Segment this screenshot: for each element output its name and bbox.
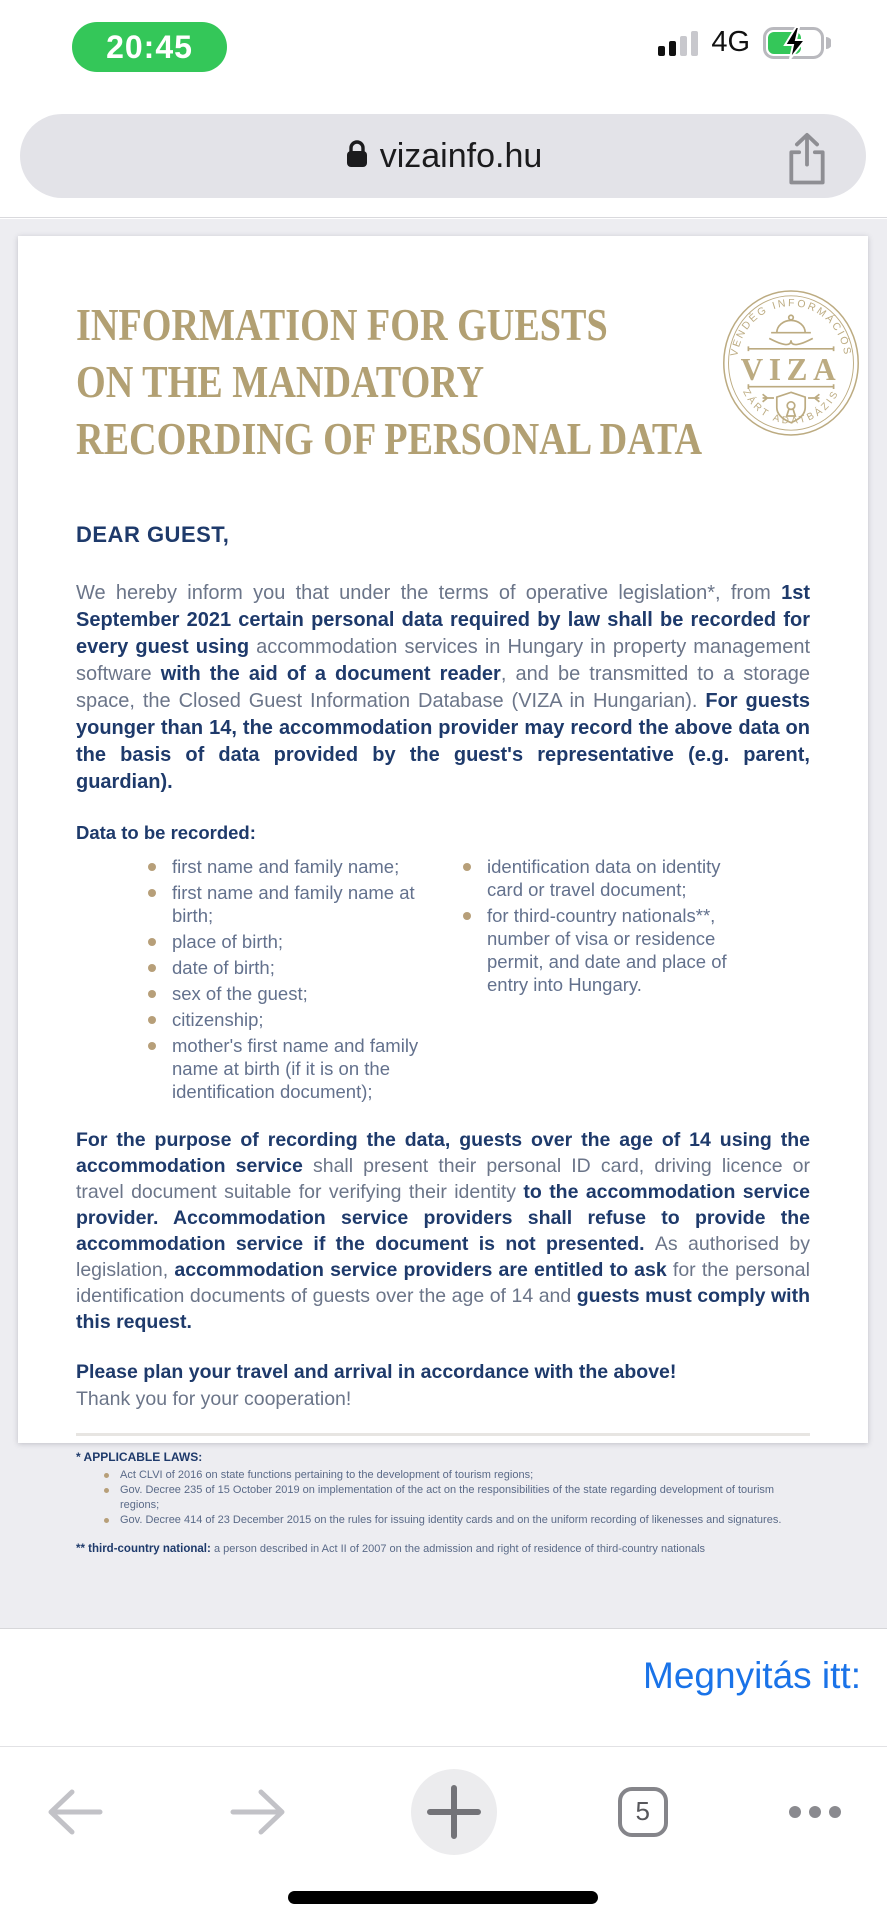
status-icons bbox=[658, 26, 831, 59]
bullet-list-right bbox=[455, 852, 755, 1103]
tab-count-badge: 5 bbox=[635, 1796, 650, 1826]
browser-chrome-top bbox=[0, 90, 887, 218]
url-domain: vizainfo.hu bbox=[379, 136, 543, 175]
signal-icon bbox=[658, 30, 698, 56]
text-run: accommodation services in Hungary in property management software bbox=[76, 636, 811, 685]
third-country-footnote bbox=[76, 1542, 810, 1557]
list-item: Gov. Decree 235 of 15 October 2019 on implementation of the act on the responsibilities of the state regarding development of tourism regions; bbox=[100, 1483, 810, 1513]
status-bar bbox=[0, 0, 887, 90]
text-run: accommodation service providers are entitled to ask bbox=[174, 1259, 673, 1281]
clock-time: 20:45 bbox=[106, 28, 193, 65]
home-indicator[interactable] bbox=[288, 1891, 598, 1904]
text-run: shall present their personal ID card, driving licence or travel document suitable for verifying their identity bbox=[76, 1155, 810, 1203]
document-title bbox=[76, 296, 703, 467]
logo-top-text: VENDÉG INFORMÁCIÓS bbox=[729, 298, 853, 358]
logo-bottom-text: ZÁRT ADATBÁZIS bbox=[740, 387, 842, 427]
applicable-laws-list bbox=[100, 1468, 810, 1528]
lock-icon bbox=[344, 139, 370, 174]
salutation-heading: DEAR GUEST, bbox=[76, 522, 230, 547]
text-run: ** third-country national: bbox=[76, 1543, 214, 1555]
safari-toolbar bbox=[0, 1746, 887, 1896]
address-bar[interactable] bbox=[20, 114, 866, 198]
closing-lines bbox=[76, 1359, 810, 1413]
purpose-paragraph bbox=[76, 1127, 810, 1335]
forward-button[interactable] bbox=[227, 1784, 289, 1840]
data-list-heading: Data to be recorded: bbox=[76, 822, 256, 843]
back-button[interactable] bbox=[44, 1784, 106, 1840]
viza-seal-logo bbox=[720, 284, 862, 442]
text-run: For guests younger than 14, the accommodation provider may record the above data on the basis of data provided by the guest's representative (e.g. parent, guardian). bbox=[76, 690, 810, 793]
text-run: with the aid of a document reader bbox=[160, 663, 501, 685]
text-run: 1st September 2021 certain personal data required by law shall be recorded for every guest using bbox=[76, 582, 810, 658]
title-line: RECORDING OF PERSONAL DATA bbox=[76, 413, 703, 464]
logo-center-text: VIZA bbox=[740, 352, 842, 388]
plan-travel-line: Please plan your travel and arrival in accordance with the above! bbox=[76, 1361, 677, 1383]
footnote-divider bbox=[76, 1433, 810, 1436]
applicable-laws-heading: * APPLICABLE LAWS: bbox=[76, 1450, 203, 1464]
new-tab-button[interactable] bbox=[411, 1769, 497, 1855]
document-page bbox=[18, 236, 868, 1555]
text-run: , and be transmitted to a storage space, the Closed Guest Information Database (VIZA in Hungarian). bbox=[76, 663, 811, 712]
text-run: guests must comply with this request. bbox=[76, 1285, 811, 1333]
svg-text:ZÁRT ADATBÁZIS bbox=[740, 388, 842, 427]
share-button[interactable] bbox=[782, 131, 832, 187]
bullet-list-left bbox=[140, 852, 447, 1103]
list-item: first name and family name at birth; bbox=[140, 881, 447, 927]
list-item: place of birth; bbox=[140, 930, 447, 953]
list-item: sex of the guest; bbox=[140, 982, 447, 1005]
title-line: ON THE MANDATORY bbox=[76, 356, 485, 407]
title-line: INFORMATION FOR GUESTS bbox=[76, 299, 608, 350]
list-item: Gov. Decree 414 of 23 December 2015 on the rules for issuing identity cards and on the uniform recording of likenesses and signatures. bbox=[100, 1513, 810, 1528]
more-options-button[interactable] bbox=[789, 1806, 841, 1818]
open-in-link[interactable]: Megnyitás itt: bbox=[643, 1655, 861, 1696]
intro-paragraph bbox=[76, 580, 810, 796]
text-run: As authorised by legislation, bbox=[76, 1233, 810, 1281]
text-run: to the accommodation service provider. Accommodation service providers shall refuse to provide the accommodation service if the document is not presented. bbox=[76, 1181, 810, 1255]
text-run: for the personal identification documents of guests over the age of 14 and bbox=[76, 1259, 810, 1307]
text-run: For the purpose of recording the data, guests over the age of 14 using the accommodation service bbox=[76, 1129, 810, 1177]
time-pill[interactable] bbox=[72, 22, 227, 72]
list-item: identification data on identity card or travel document; bbox=[455, 855, 755, 901]
list-item: date of birth; bbox=[140, 956, 447, 979]
text-run: We hereby inform you that under the terms of operative legislation*, from bbox=[76, 582, 782, 604]
list-item: first name and family name; bbox=[140, 855, 447, 878]
list-item: Act CLVI of 2016 on state functions pertaining to the development of tourism regions; bbox=[100, 1468, 810, 1483]
network-type-label: 4G bbox=[711, 26, 750, 58]
battery-charging-icon bbox=[763, 27, 831, 59]
text-run: a person described in Act II of 2007 on the admission and right of residence of third-country nationals bbox=[214, 1543, 706, 1555]
tabs-button[interactable] bbox=[618, 1787, 668, 1837]
list-item: mother's first name and family name at birth (if it is on the identification document); bbox=[140, 1034, 447, 1103]
plus-icon bbox=[426, 1784, 482, 1840]
pdf-viewer-area[interactable] bbox=[0, 219, 887, 1628]
list-item: citizenship; bbox=[140, 1008, 447, 1031]
browser-chrome-bottom bbox=[0, 1628, 887, 1920]
list-item: for third-country nationals**, number of visa or residence permit, and date and place of entry into Hungary. bbox=[455, 904, 755, 996]
thank-you-line: Thank you for your cooperation! bbox=[76, 1388, 352, 1410]
data-bullet-columns bbox=[140, 852, 810, 1103]
